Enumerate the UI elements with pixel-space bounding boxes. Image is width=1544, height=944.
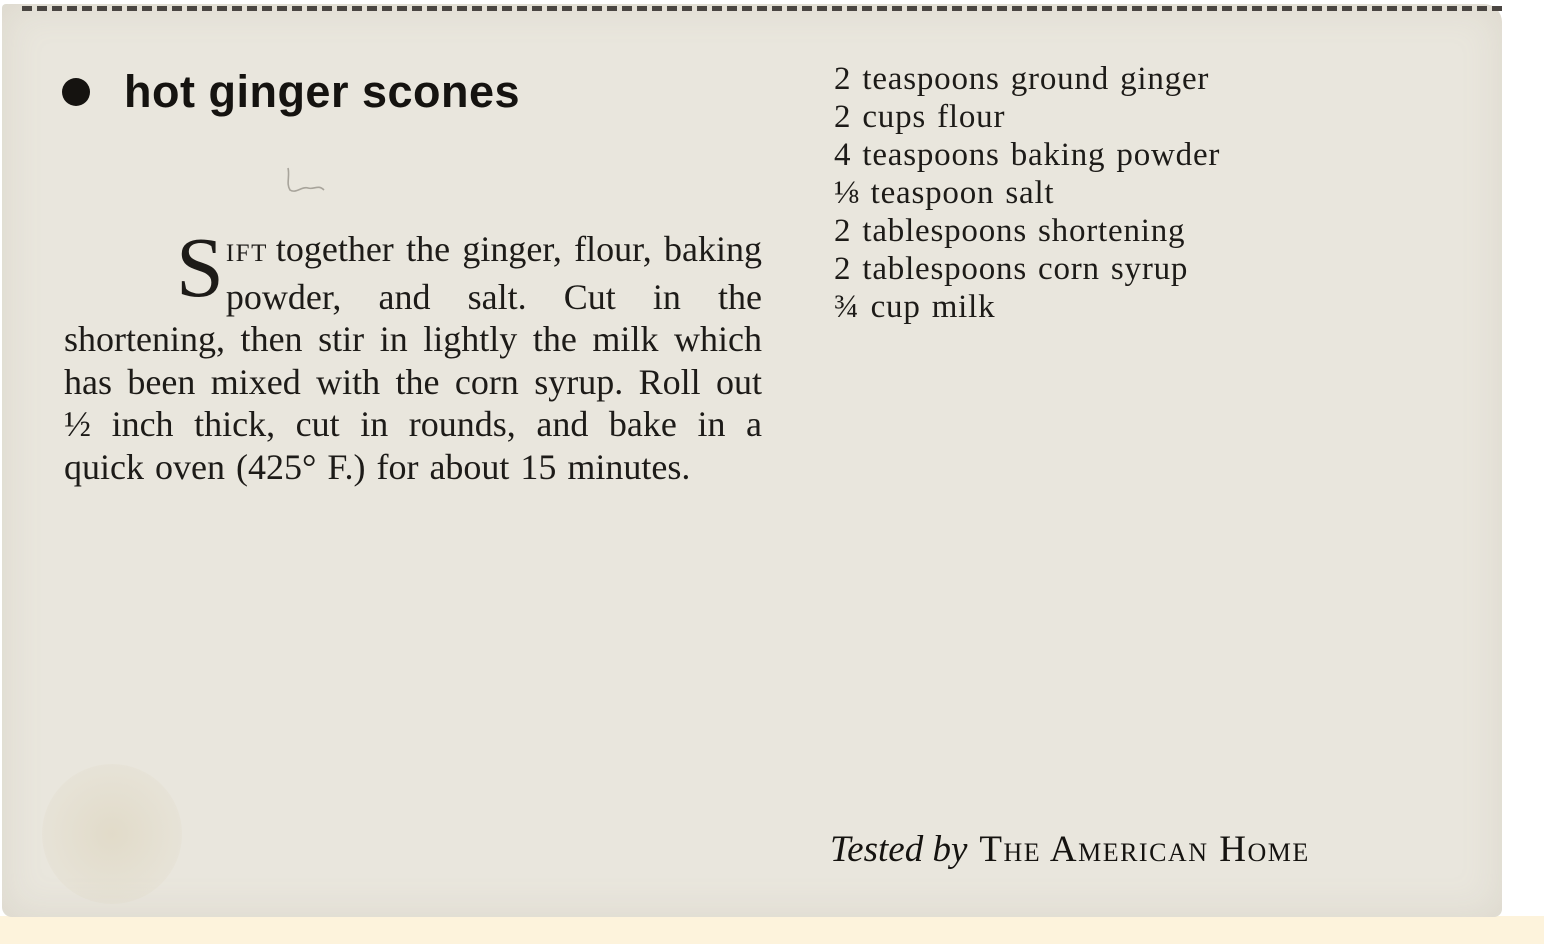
drop-cap: S	[176, 219, 224, 315]
instructions-smallcaps: IFT	[225, 240, 268, 267]
recipe-card	[2, 4, 1502, 917]
ingredient-item: 4 teaspoons baking powder	[834, 137, 1221, 173]
scan-bottom-strip	[0, 916, 1544, 944]
pencil-scribble-icon	[280, 164, 332, 198]
ingredient-item: ¾ cup milk	[834, 289, 996, 325]
recipe-instructions	[64, 219, 762, 488]
ingredients-list	[834, 60, 1220, 326]
bullet-icon	[62, 78, 90, 106]
recipe-title-text: hot ginger scones	[124, 66, 521, 117]
perforated-edge	[22, 6, 1502, 11]
recipe-title	[62, 66, 520, 118]
ingredient-item: 2 cups flour	[834, 99, 1006, 135]
ingredient-item: 2 tablespoons corn syrup	[834, 251, 1189, 287]
credit-prefix: Tested by	[830, 829, 968, 870]
ingredient-item: 2 teaspoons ground ginger	[834, 61, 1210, 97]
ingredient-item: 2 tablespoons shortening	[834, 213, 1186, 249]
ingredient-item: ⅛ teaspoon salt	[834, 175, 1055, 211]
tested-by-credit	[830, 828, 1310, 871]
instructions-body: together the ginger, flour, baking powder, and salt. Cut in the shortening, then stir in lightly the milk which has been mixed with the corn syrup. Roll out ½ inch thick, cut in rounds, and bake in a quick oven (425° F.) for about 15 minutes.	[64, 229, 762, 487]
paper-stain	[42, 764, 182, 904]
credit-name: The American Home	[979, 829, 1310, 870]
